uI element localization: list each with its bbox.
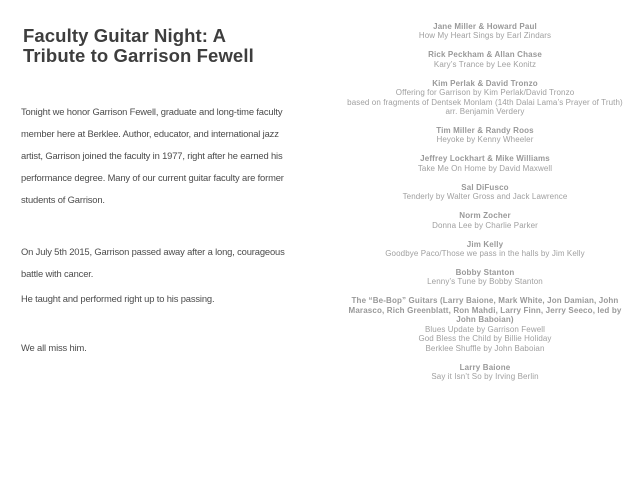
- program-entry: [332, 50, 638, 69]
- intro-paragraph-4: [21, 337, 87, 359]
- performers-line: Sal DiFusco: [461, 182, 509, 192]
- program-entry: [332, 268, 638, 287]
- program-entry: [332, 296, 638, 352]
- page-title-line: Faculty Guitar Night: A: [23, 25, 227, 46]
- piece-line: How My Heart Sings by Earl Zindars: [418, 31, 552, 41]
- piece-line: Donna Lee by Charlie Parker: [432, 220, 538, 230]
- paragraph-line: Tonight we honor Garrison Fewell, graduate and long-time faculty: [21, 106, 283, 117]
- intro-paragraph-1: [21, 101, 284, 211]
- paragraph-line: He taught and performed right up to his passing.: [21, 293, 215, 304]
- piece-line: Offering for Garrison by Kim Perlak/David Tronzo: [395, 88, 575, 98]
- program-entry: [332, 240, 638, 259]
- performers-line: Rick Peckham & Allan Chase: [428, 50, 542, 60]
- piece-line: God Bless the Child by Billie Holiday: [418, 334, 552, 344]
- performers-line: John Baboian): [456, 315, 514, 325]
- performers-line: Jane Miller & Howard Paul: [433, 22, 537, 31]
- program-entry: [332, 79, 638, 117]
- performers-line: Kim Perlak & David Tronzo: [432, 78, 538, 88]
- paragraph-line: performance degree. Many of our current guitar faculty are former: [21, 172, 284, 183]
- piece-line: Heyoke by Kenny Wheeler: [436, 135, 534, 145]
- page-title-line: Tribute to Garrison Fewell: [23, 45, 254, 66]
- performers-line: Norm Zocher: [459, 211, 511, 221]
- paragraph-line: member here at Berklee. Author, educator, and international jazz: [21, 128, 279, 139]
- piece-line: Blues Update by Garrison Fewell: [424, 324, 546, 334]
- program-entry: [332, 183, 638, 202]
- performers-line: Marasco, Rich Greenblatt, Ron Mahdi, Larry Finn, Jerry Seeco, led by: [348, 305, 622, 315]
- paragraph-line: students of Garrison.: [21, 194, 105, 205]
- piece-line: Berklee Shuffle by John Baboian: [425, 343, 545, 353]
- program-entry: [332, 211, 638, 230]
- piece-line: Goodbye Paco/Those we pass in the halls by Jim Kelly: [385, 249, 585, 259]
- piece-line: Lenny’s Tune by Bobby Stanton: [427, 277, 543, 287]
- performers-line: Jim Kelly: [466, 239, 504, 249]
- piece-line: Tenderly by Walter Gross and Jack Lawrence: [402, 192, 568, 202]
- piece-line: Take Me On Home by David Maxwell: [417, 163, 553, 173]
- paragraph-line: artist, Garrison joined the faculty in 1977, right after he earned his: [21, 150, 283, 161]
- intro-paragraph-2: [21, 241, 285, 285]
- paragraph-line: battle with cancer.: [21, 268, 94, 279]
- piece-line: Say it Isn’t So by Irving Berlin: [431, 371, 539, 381]
- paragraph-line: On July 5th 2015, Garrison passed away after a long, courageous: [21, 246, 285, 257]
- performers-line: The “Be-Bop” Guitars (Larry Baione, Mark White, Jon Damian, John: [351, 296, 619, 306]
- piece-line: based on fragments of Dentsek Monlam (14th Dalai Lama’s Prayer of Truth): [347, 97, 623, 107]
- program-entry: [332, 126, 638, 145]
- paragraph-line: We all miss him.: [21, 342, 87, 353]
- piece-line: arr. Benjamin Verdery: [445, 107, 525, 117]
- performers-line: Bobby Stanton: [455, 268, 515, 278]
- performers-line: Larry Baione: [459, 362, 511, 372]
- piece-line: Kary’s Trance by Lee Konitz: [433, 59, 537, 69]
- program-list: [332, 22, 638, 391]
- program-entry: [332, 22, 638, 41]
- program-entry: [332, 154, 638, 173]
- performers-line: Tim Miller & Randy Roos: [436, 126, 534, 136]
- program-entry: [332, 363, 638, 382]
- performers-line: Jeffrey Lockhart & Mike Williams: [420, 154, 550, 164]
- intro-paragraph-3: [21, 288, 214, 310]
- page-title: [23, 26, 254, 66]
